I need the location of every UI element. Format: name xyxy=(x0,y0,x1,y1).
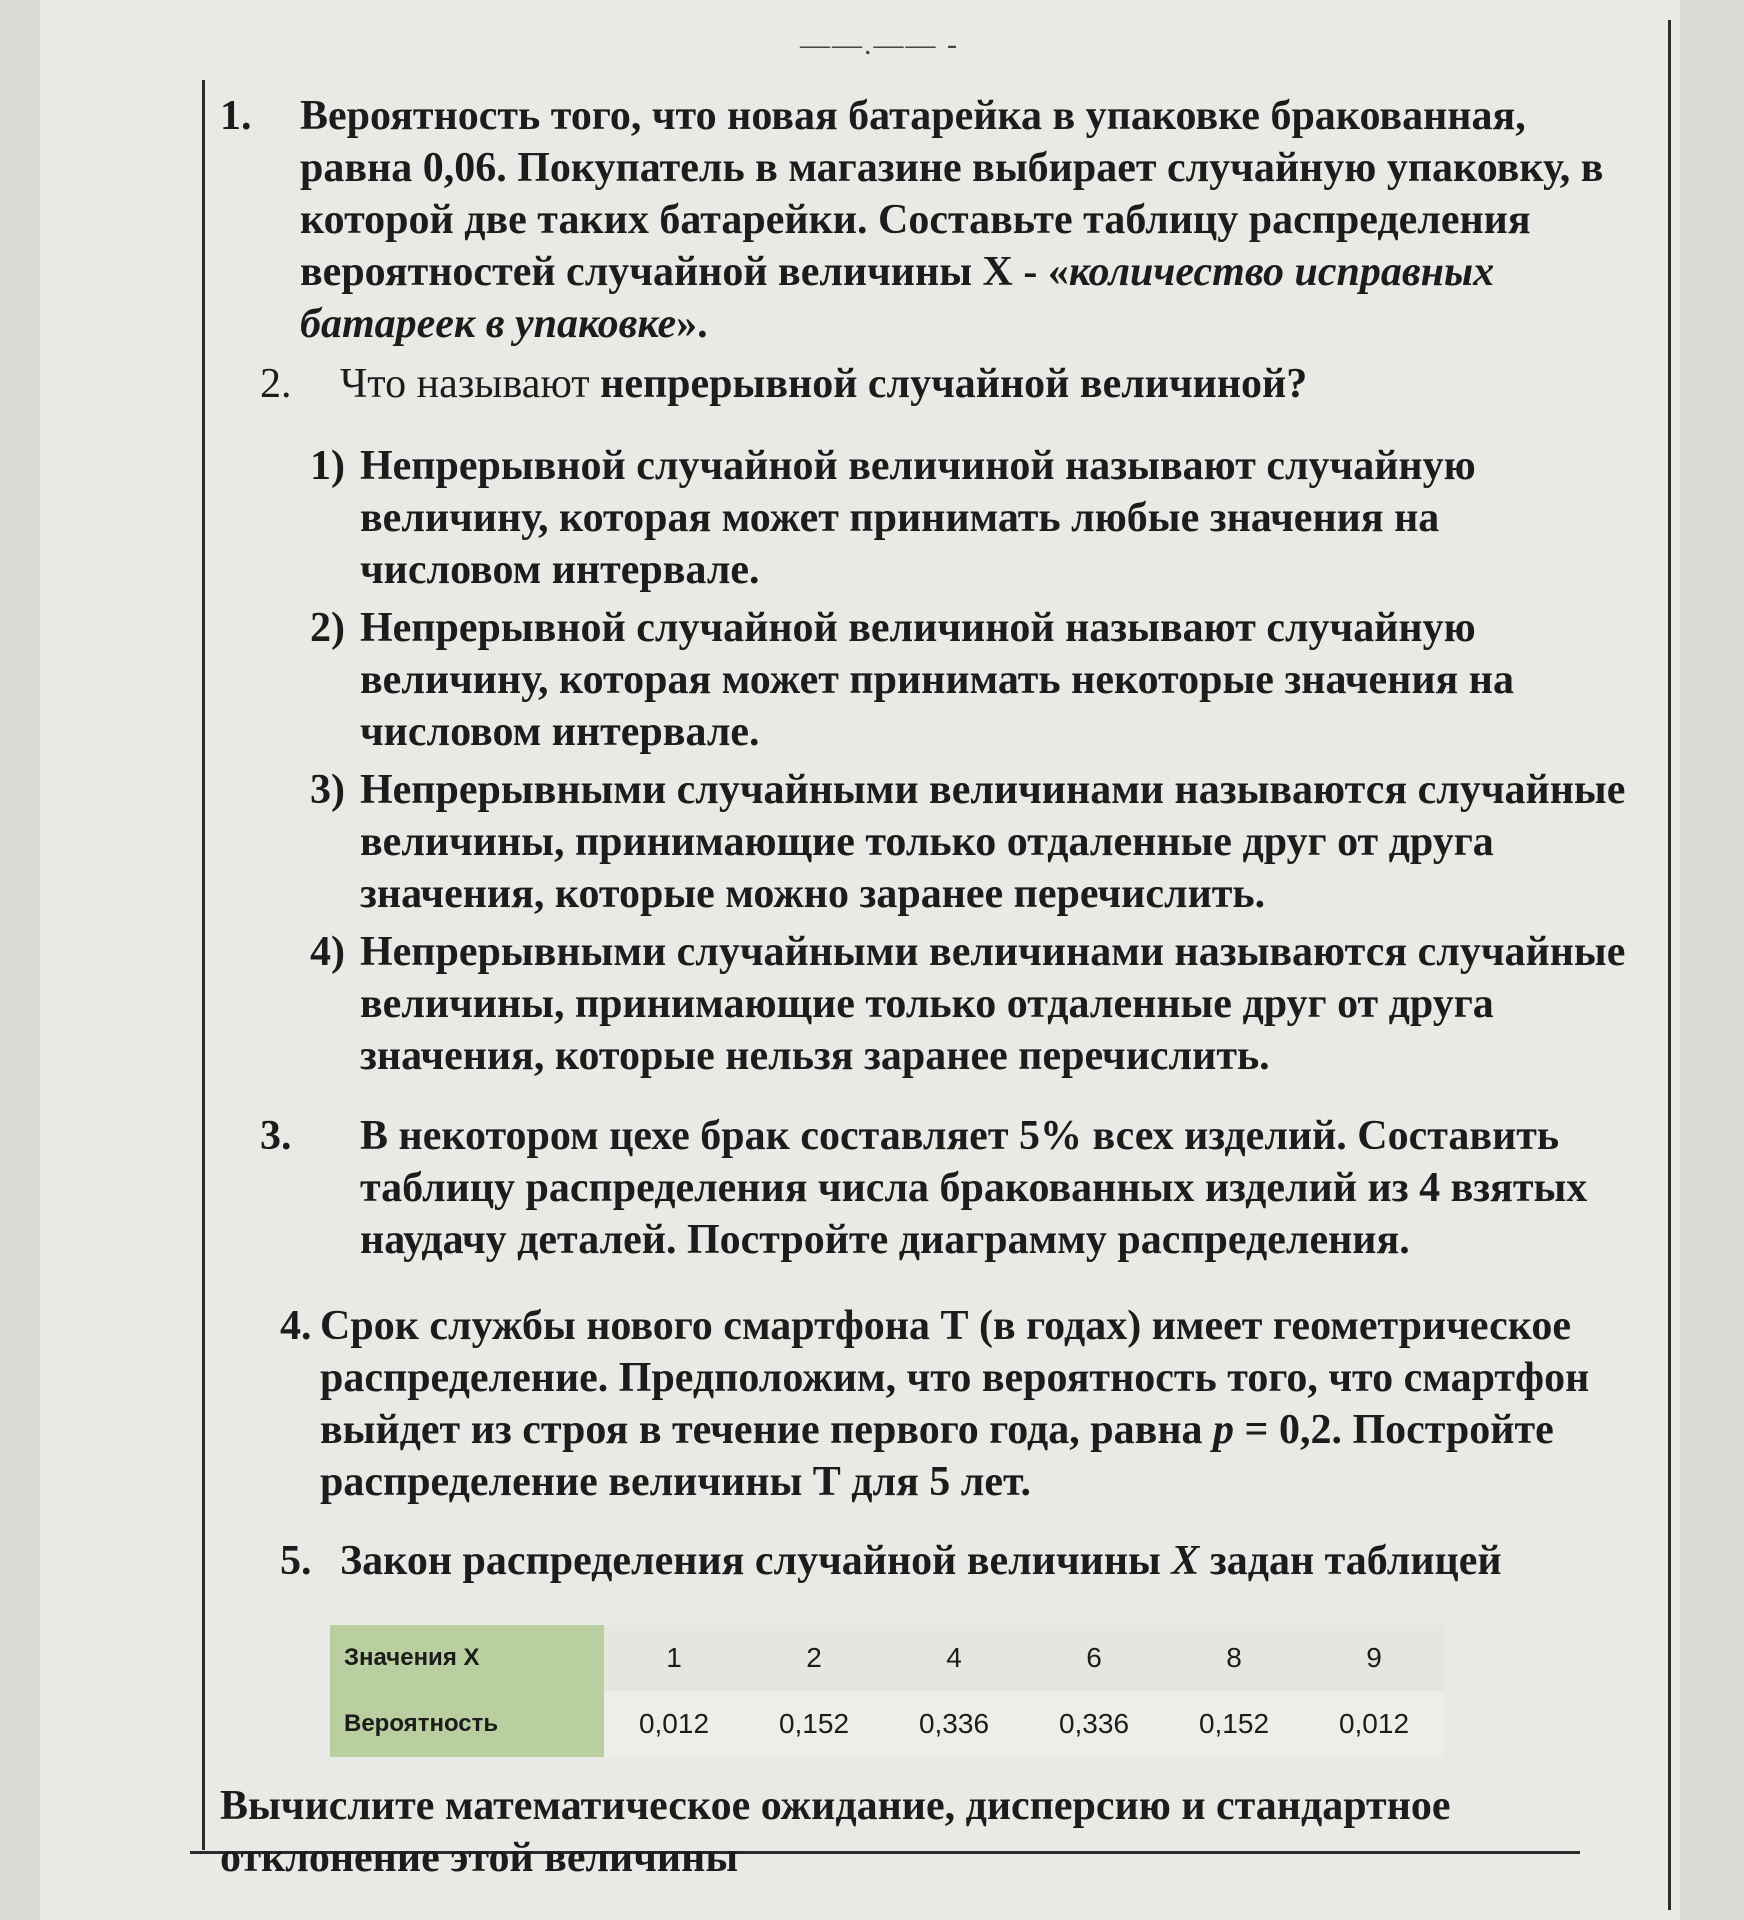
question-3 xyxy=(260,1110,1640,1266)
frame-left-border xyxy=(202,80,205,1850)
table-cell: 6 xyxy=(1024,1625,1164,1691)
option-number: 4) xyxy=(310,929,345,975)
row-label-probability: Вероятность xyxy=(330,1691,604,1757)
table-cell: 0,152 xyxy=(744,1691,884,1757)
question-text xyxy=(340,358,1640,410)
option-text: Непрерывными случайными величинами называются случайные величины, принимающие только отдаленные друг от друга значения, которые можно заранее перечислить. xyxy=(360,767,1626,917)
question-4 xyxy=(280,1300,1640,1508)
question-number: 1. xyxy=(220,93,252,139)
answer-option xyxy=(310,764,1630,920)
option-text: Непрерывной случайной величиной называют случайную величину, которая может принимать некоторые значения на числовом интервале. xyxy=(360,605,1514,755)
document-page xyxy=(40,0,1680,1920)
question-number: 2. xyxy=(260,361,292,407)
table-cell: 2 xyxy=(744,1625,884,1691)
row-label-values: Значения X xyxy=(330,1625,604,1691)
closing-instruction: Вычислите математическое ожидание, дисперсию и стандартное отклонение этой величины xyxy=(220,1783,1451,1881)
option-number: 2) xyxy=(310,605,345,651)
question-text-plain: Вероятность того, что новая батарейка в упаковке бракованная, равна 0,06. Покупатель в магазине выбирает случайную упаковку, в которой две таких батарейки. Составьте таблицу распределения вероятностей случайной величины Х - « xyxy=(300,93,1604,295)
table-row xyxy=(330,1691,1444,1757)
table-cell: 0,336 xyxy=(1024,1691,1164,1757)
question-text-italic: количество исправных батареек в упаковке xyxy=(300,249,1495,347)
answer-option xyxy=(310,440,1630,596)
question-text-b: = 0,2. Постройте распределение величины Т для 5 лет. xyxy=(320,1407,1554,1505)
question-5 xyxy=(280,1535,1640,1587)
distribution-table xyxy=(330,1625,1444,1757)
question-number: 4. xyxy=(280,1303,312,1349)
question-number: 3. xyxy=(260,1113,292,1159)
variable-p: p xyxy=(1213,1407,1235,1453)
question-text-a: Закон распределения случайной величины xyxy=(340,1538,1172,1584)
question-number: 5. xyxy=(280,1538,312,1584)
question-1 xyxy=(220,90,1640,350)
question-text-end: ». xyxy=(676,301,708,347)
table-cell: 0,012 xyxy=(604,1691,744,1757)
question-text-b: задан таблицей xyxy=(1199,1538,1502,1584)
table-cell: 0,336 xyxy=(884,1691,1024,1757)
question-text-bold: непрерывной случайной величиной xyxy=(600,361,1287,407)
question-2 xyxy=(260,358,1640,410)
question-text xyxy=(340,1535,1640,1587)
question-text xyxy=(300,90,1640,350)
question-text: В некотором цехе брак составляет 5% всех изделий. Составить таблицу распределения числа бракованных изделий из 4 взятых наудачу деталей. Постройте диаграмму распределения. xyxy=(360,1113,1588,1263)
question-text-suffix: ? xyxy=(1286,361,1308,407)
table-cell: 0,012 xyxy=(1304,1691,1444,1757)
answer-option xyxy=(310,602,1630,758)
table-cell: 9 xyxy=(1304,1625,1444,1691)
question-text-prefix: Что называют xyxy=(340,361,601,407)
table-cell: 4 xyxy=(884,1625,1024,1691)
option-number: 3) xyxy=(310,767,345,813)
table-cell: 0,152 xyxy=(1164,1691,1304,1757)
table-cell: 8 xyxy=(1164,1625,1304,1691)
question-text xyxy=(320,1300,1640,1508)
answer-options xyxy=(310,440,1630,1088)
option-text: Непрерывной случайной величиной называют случайную величину, которая может принимать любые значения на числовом интервале. xyxy=(360,443,1476,593)
table-cell: 1 xyxy=(604,1625,744,1691)
question-text-a: Срок службы нового смартфона Т (в годах) имеет геометрическое распределение. Предположим, что вероятность того, что смартфон выйдет из строя в течение первого года, равна xyxy=(320,1303,1590,1453)
answer-option xyxy=(310,926,1630,1082)
frame-right-border xyxy=(1668,20,1671,1910)
top-mark: ——.—— - xyxy=(800,28,959,61)
variable-x: X xyxy=(1171,1538,1200,1584)
option-text: Непрерывными случайными величинами называются случайные величины, принимающие только отдаленные друг от друга значения, которые нельзя заранее перечислить. xyxy=(360,929,1626,1079)
table-row xyxy=(330,1625,1444,1691)
option-number: 1) xyxy=(310,443,345,489)
